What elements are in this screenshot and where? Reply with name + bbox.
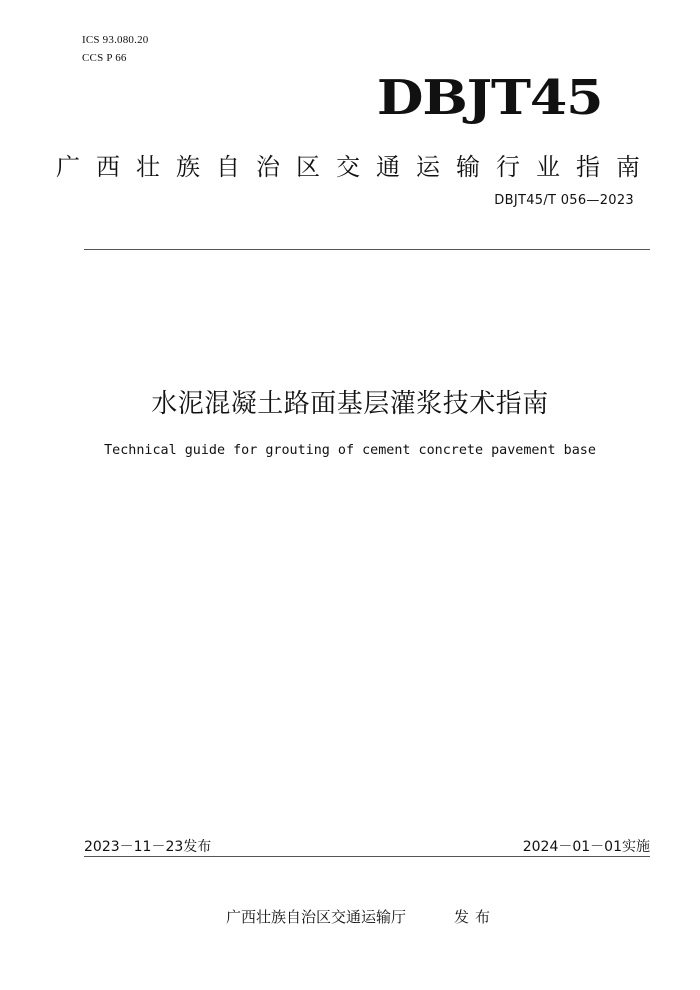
standard-category: 广西壮族自治区交通运输行业指南 xyxy=(56,153,656,181)
standard-logo: DBJT45 xyxy=(376,70,602,126)
title-chinese: 水泥混凝土路面基层灌浆技术指南 xyxy=(151,389,549,419)
issuing-authority: 广西壮族自治区交通运输厅 xyxy=(226,908,407,926)
ics-code: ICS 93.080.20 xyxy=(82,34,149,46)
standard-number: DBJT45/T 056—2023 xyxy=(494,193,634,208)
implementation-date: 2024－01－01实施 xyxy=(522,839,650,855)
top-divider xyxy=(84,249,650,250)
issue-action: 发布 xyxy=(454,908,497,926)
title-english: Technical guide for grouting of cement concrete pavement base xyxy=(104,443,596,458)
ccs-code: CCS P 66 xyxy=(82,52,127,64)
issue-date: 2023－11－23发布 xyxy=(84,839,212,855)
bottom-divider xyxy=(84,856,650,857)
